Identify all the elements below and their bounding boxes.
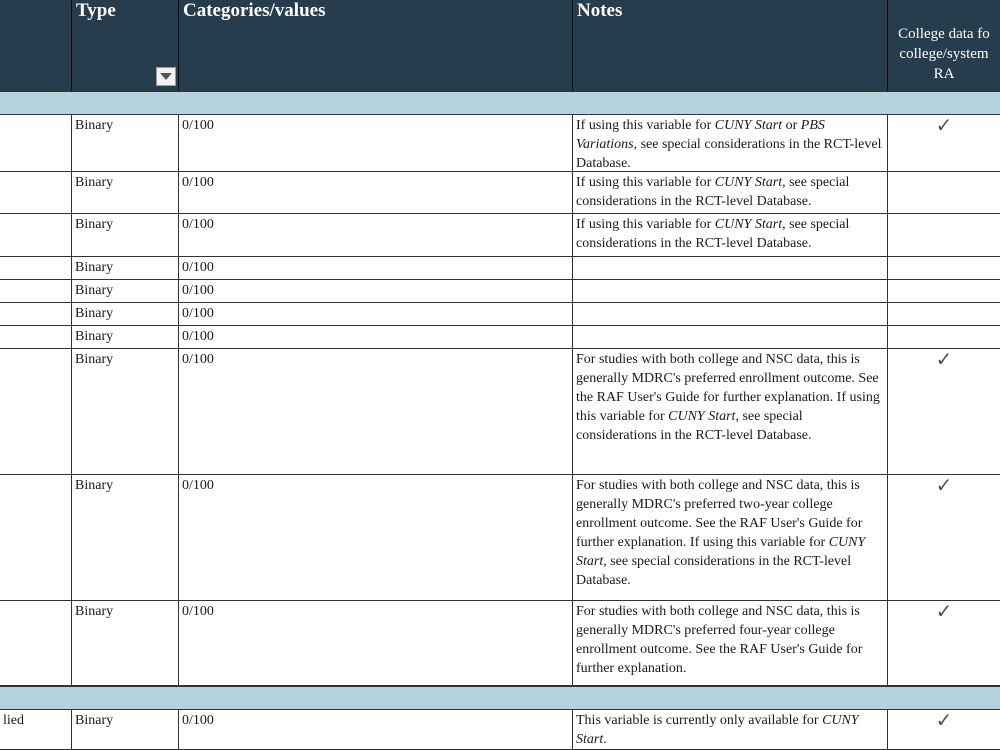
checkmark-icon: ✓ [935, 710, 953, 732]
cell-type[interactable]: Binary [71, 115, 179, 171]
cell-type[interactable]: Binary [71, 710, 179, 749]
cell-college-flag[interactable] [887, 475, 1000, 600]
cell-notes[interactable] [572, 280, 888, 302]
cell-college-flag[interactable] [887, 710, 1000, 749]
cell-college-flag[interactable] [887, 326, 1000, 348]
cell-type[interactable]: Binary [71, 172, 179, 213]
notes-text: , see special considerations in the RCT-level Database. [576, 409, 812, 443]
table-row [0, 475, 1000, 601]
notes-text: , see special considerations in the RCT-level Database. [576, 554, 852, 588]
chevron-down-icon [160, 73, 172, 80]
header-categories[interactable] [178, 0, 573, 91]
cell-notes[interactable] [572, 115, 888, 171]
header-college-line3: RA [933, 66, 955, 82]
notes-text: If using this variable for [576, 175, 715, 190]
cell-college-flag[interactable] [887, 115, 1000, 171]
cell-values[interactable]: 0/100 [178, 257, 573, 279]
notes-text: CUNY Start [714, 175, 783, 190]
cell-notes[interactable] [572, 710, 888, 749]
header-type-label: Type [76, 0, 116, 21]
header-cell-blank[interactable] [0, 0, 72, 91]
filter-dropdown-button[interactable] [156, 67, 176, 86]
cell-variable[interactable] [0, 303, 72, 325]
cell-values[interactable]: 0/100 [178, 303, 573, 325]
cell-college-flag[interactable] [887, 349, 1000, 474]
notes-text: CUNY Start [576, 713, 859, 747]
section-band[interactable] [0, 686, 1000, 710]
notes-text: CUNY Start [714, 217, 783, 232]
cell-notes[interactable] [572, 349, 888, 474]
notes-text: , see special considerations in the RCT-level Database. [576, 217, 850, 251]
notes-text: For studies with both college and NSC data, this is generally MDRC's preferred enrollment outcome. See the RAF User's Guide for further explanation. If using this variable for [576, 352, 880, 424]
cell-type[interactable]: Binary [71, 214, 179, 256]
cell-college-flag[interactable] [887, 214, 1000, 256]
cell-values[interactable]: 0/100 [178, 172, 573, 213]
table-row [0, 115, 1000, 172]
table-row [0, 172, 1000, 214]
cell-type[interactable]: Binary [71, 257, 179, 279]
table-row [0, 710, 1000, 750]
cell-college-flag[interactable] [887, 280, 1000, 302]
cell-variable[interactable] [0, 280, 72, 302]
cell-notes[interactable] [572, 257, 888, 279]
header-row [0, 0, 1000, 91]
cell-type[interactable]: Binary [71, 601, 179, 685]
header-college-data[interactable] [887, 0, 1000, 91]
cell-values[interactable]: 0/100 [178, 115, 573, 171]
checkmark-icon: ✓ [935, 475, 953, 497]
table-row [0, 349, 1000, 475]
cell-notes[interactable] [572, 475, 888, 600]
cell-college-flag[interactable] [887, 172, 1000, 213]
cell-notes[interactable] [572, 214, 888, 256]
notes-text: CUNY Start [576, 535, 866, 569]
table-row [0, 280, 1000, 303]
table-row [0, 214, 1000, 257]
cell-college-flag[interactable] [887, 601, 1000, 685]
notes-text: . [603, 732, 607, 747]
cell-values[interactable]: 0/100 [178, 214, 573, 256]
cell-variable[interactable] [0, 115, 72, 171]
notes-text: If using this variable for [576, 118, 715, 133]
table-row [0, 326, 1000, 349]
header-college-line1: College data fo [898, 26, 990, 42]
header-notes-label: Notes [577, 0, 623, 21]
notes-text: or [782, 118, 801, 133]
cell-values[interactable]: 0/100 [178, 475, 573, 600]
cell-notes[interactable] [572, 601, 888, 685]
cell-variable[interactable] [0, 475, 72, 600]
header-college-line2: college/system [899, 46, 989, 62]
cell-variable[interactable] [0, 601, 72, 685]
cell-values[interactable]: 0/100 [178, 601, 573, 685]
notes-text: This variable is currently only available for [576, 713, 823, 728]
table-row [0, 303, 1000, 326]
notes-text: CUNY Start [668, 409, 736, 424]
cell-values[interactable]: 0/100 [178, 349, 573, 474]
header-categories-label: Categories/values [183, 0, 326, 21]
cell-variable[interactable] [0, 326, 72, 348]
section-band[interactable] [0, 91, 1000, 115]
cell-type[interactable]: Binary [71, 349, 179, 474]
cell-variable[interactable]: lied [3, 713, 24, 728]
cell-values[interactable]: 0/100 [178, 326, 573, 348]
notes-text: CUNY Start [714, 118, 783, 133]
notes-text: For studies with both college and NSC data, this is generally MDRC's preferred two-year college enrollment outcome. See the RAF User's Guide for further explanation. If using this variable for [576, 478, 863, 550]
table-row [0, 257, 1000, 280]
cell-notes[interactable] [572, 172, 888, 213]
notes-text: , see special considerations in the RCT-level Database. [576, 175, 850, 209]
checkmark-icon: ✓ [935, 349, 953, 371]
notes-text: PBS Variations [576, 118, 825, 152]
cell-values[interactable]: 0/100 [178, 280, 573, 302]
cell-notes[interactable] [572, 303, 888, 325]
notes-text: For studies with both college and NSC data, this is generally MDRC's preferred four-year college enrollment outcome. See the RAF User's Guide for further explanation. [576, 604, 863, 676]
notes-text: If using this variable for [576, 217, 715, 232]
cell-values[interactable]: 0/100 [178, 710, 573, 749]
checkmark-icon: ✓ [935, 115, 953, 137]
cell-type[interactable]: Binary [71, 303, 179, 325]
header-notes[interactable] [572, 0, 888, 91]
cell-variable[interactable] [0, 257, 72, 279]
cell-notes[interactable] [572, 326, 888, 348]
cell-type[interactable]: Binary [71, 475, 179, 600]
cell-type[interactable]: Binary [71, 326, 179, 348]
table-row [0, 601, 1000, 686]
cell-variable[interactable] [0, 214, 72, 256]
cell-variable[interactable] [0, 172, 72, 213]
cell-variable[interactable] [0, 349, 72, 474]
notes-text: , see special considerations in the RCT-level Database. [576, 137, 882, 171]
checkmark-icon: ✓ [935, 601, 953, 623]
cell-type[interactable]: Binary [71, 280, 179, 302]
cell-college-flag[interactable] [887, 257, 1000, 279]
cell-college-flag[interactable] [887, 303, 1000, 325]
